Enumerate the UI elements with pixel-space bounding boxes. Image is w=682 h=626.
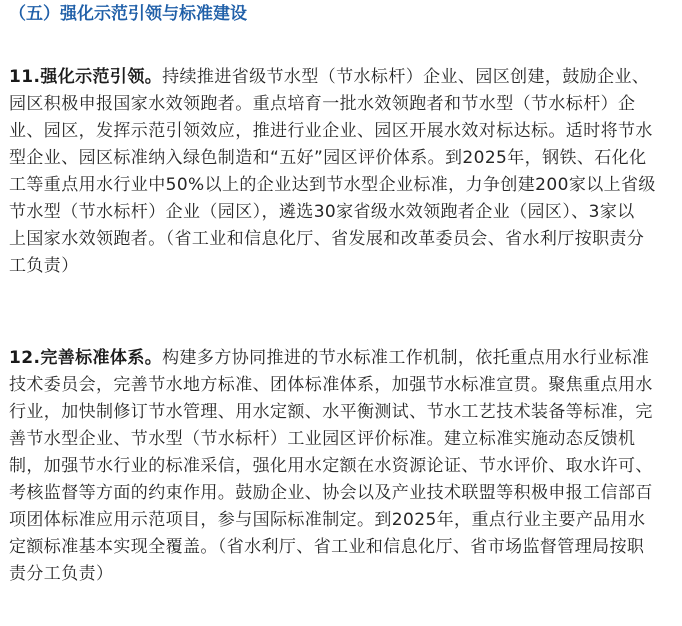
paragraph-line	[9, 64, 656, 91]
paragraph-line: 节水型（节水标杆）企业（园区），遴选30家省级水效领跑者企业（园区）、3家以	[9, 202, 635, 222]
paragraph-12	[9, 345, 653, 588]
paragraph-line: 业、园区，发挥示范引领效应，推进行业企业、园区开展水效对标达标。适时将节水	[9, 121, 653, 141]
paragraph-line: 型企业、园区标准纳入绿色制造和“五好”园区评价体系。到2025年，钢铁、石化化	[9, 148, 647, 168]
paragraph-line: 制，加强节水行业的标准采信，强化用水定额在水资源论证、节水评价、取水许可、	[9, 456, 653, 476]
paragraph-11	[9, 64, 656, 280]
paragraph-line: 园区积极申报国家水效领跑者。重点培育一批水效领跑者和节水型（节水标杆）企	[9, 94, 636, 114]
paragraph-line: 工负责）	[9, 256, 79, 276]
paragraph-line: 责分工负责）	[9, 564, 114, 584]
paragraph-line: 工等重点用水行业中50%以上的企业达到节水型企业标准，力争创建200家以上省级	[9, 175, 656, 195]
paragraph-line: 定额标准基本实现全覆盖。（省水利厅、省工业和信息化厅、省市场监督管理局按职	[9, 537, 645, 557]
paragraph-lead: 11.强化示范引领。	[9, 67, 163, 87]
paragraph-line: 上国家水效领跑者。（省工业和信息化厅、省发展和改革委员会、省水利厅按职责分	[9, 229, 645, 249]
paragraph-lead: 12.完善标准体系。	[9, 348, 163, 368]
paragraph-line: 技术委员会，完善节水地方标准、团体标准体系，加强节水标准宣贯。聚焦重点用水	[9, 375, 653, 395]
paragraph-line: 项团体标准应用示范项目，参与国际标准制定。到2025年，重点行业主要产品用水	[9, 510, 646, 530]
paragraph-line: 考核监督等方面的约束作用。鼓励企业、协会以及产业技术联盟等积极申报工信部百	[9, 483, 653, 503]
paragraph-text: 持续推进省级节水型（节水标杆）企业、园区创建，鼓励企业、	[162, 67, 650, 87]
paragraph-line: 行业，加快制修订节水管理、用水定额、水平衡测试、节水工艺技术装备等标准，完	[9, 402, 653, 422]
paragraph-text: 构建多方协同推进的节水标准工作机制，依托重点用水行业标准	[162, 348, 650, 368]
paragraph-line	[9, 345, 653, 372]
paragraph-line: 善节水型企业、节水型（节水标杆）工业园区评价标准。建立标准实施动态反馈机	[9, 429, 636, 449]
section-heading: （五）强化示范引领与标准建设	[9, 4, 247, 24]
